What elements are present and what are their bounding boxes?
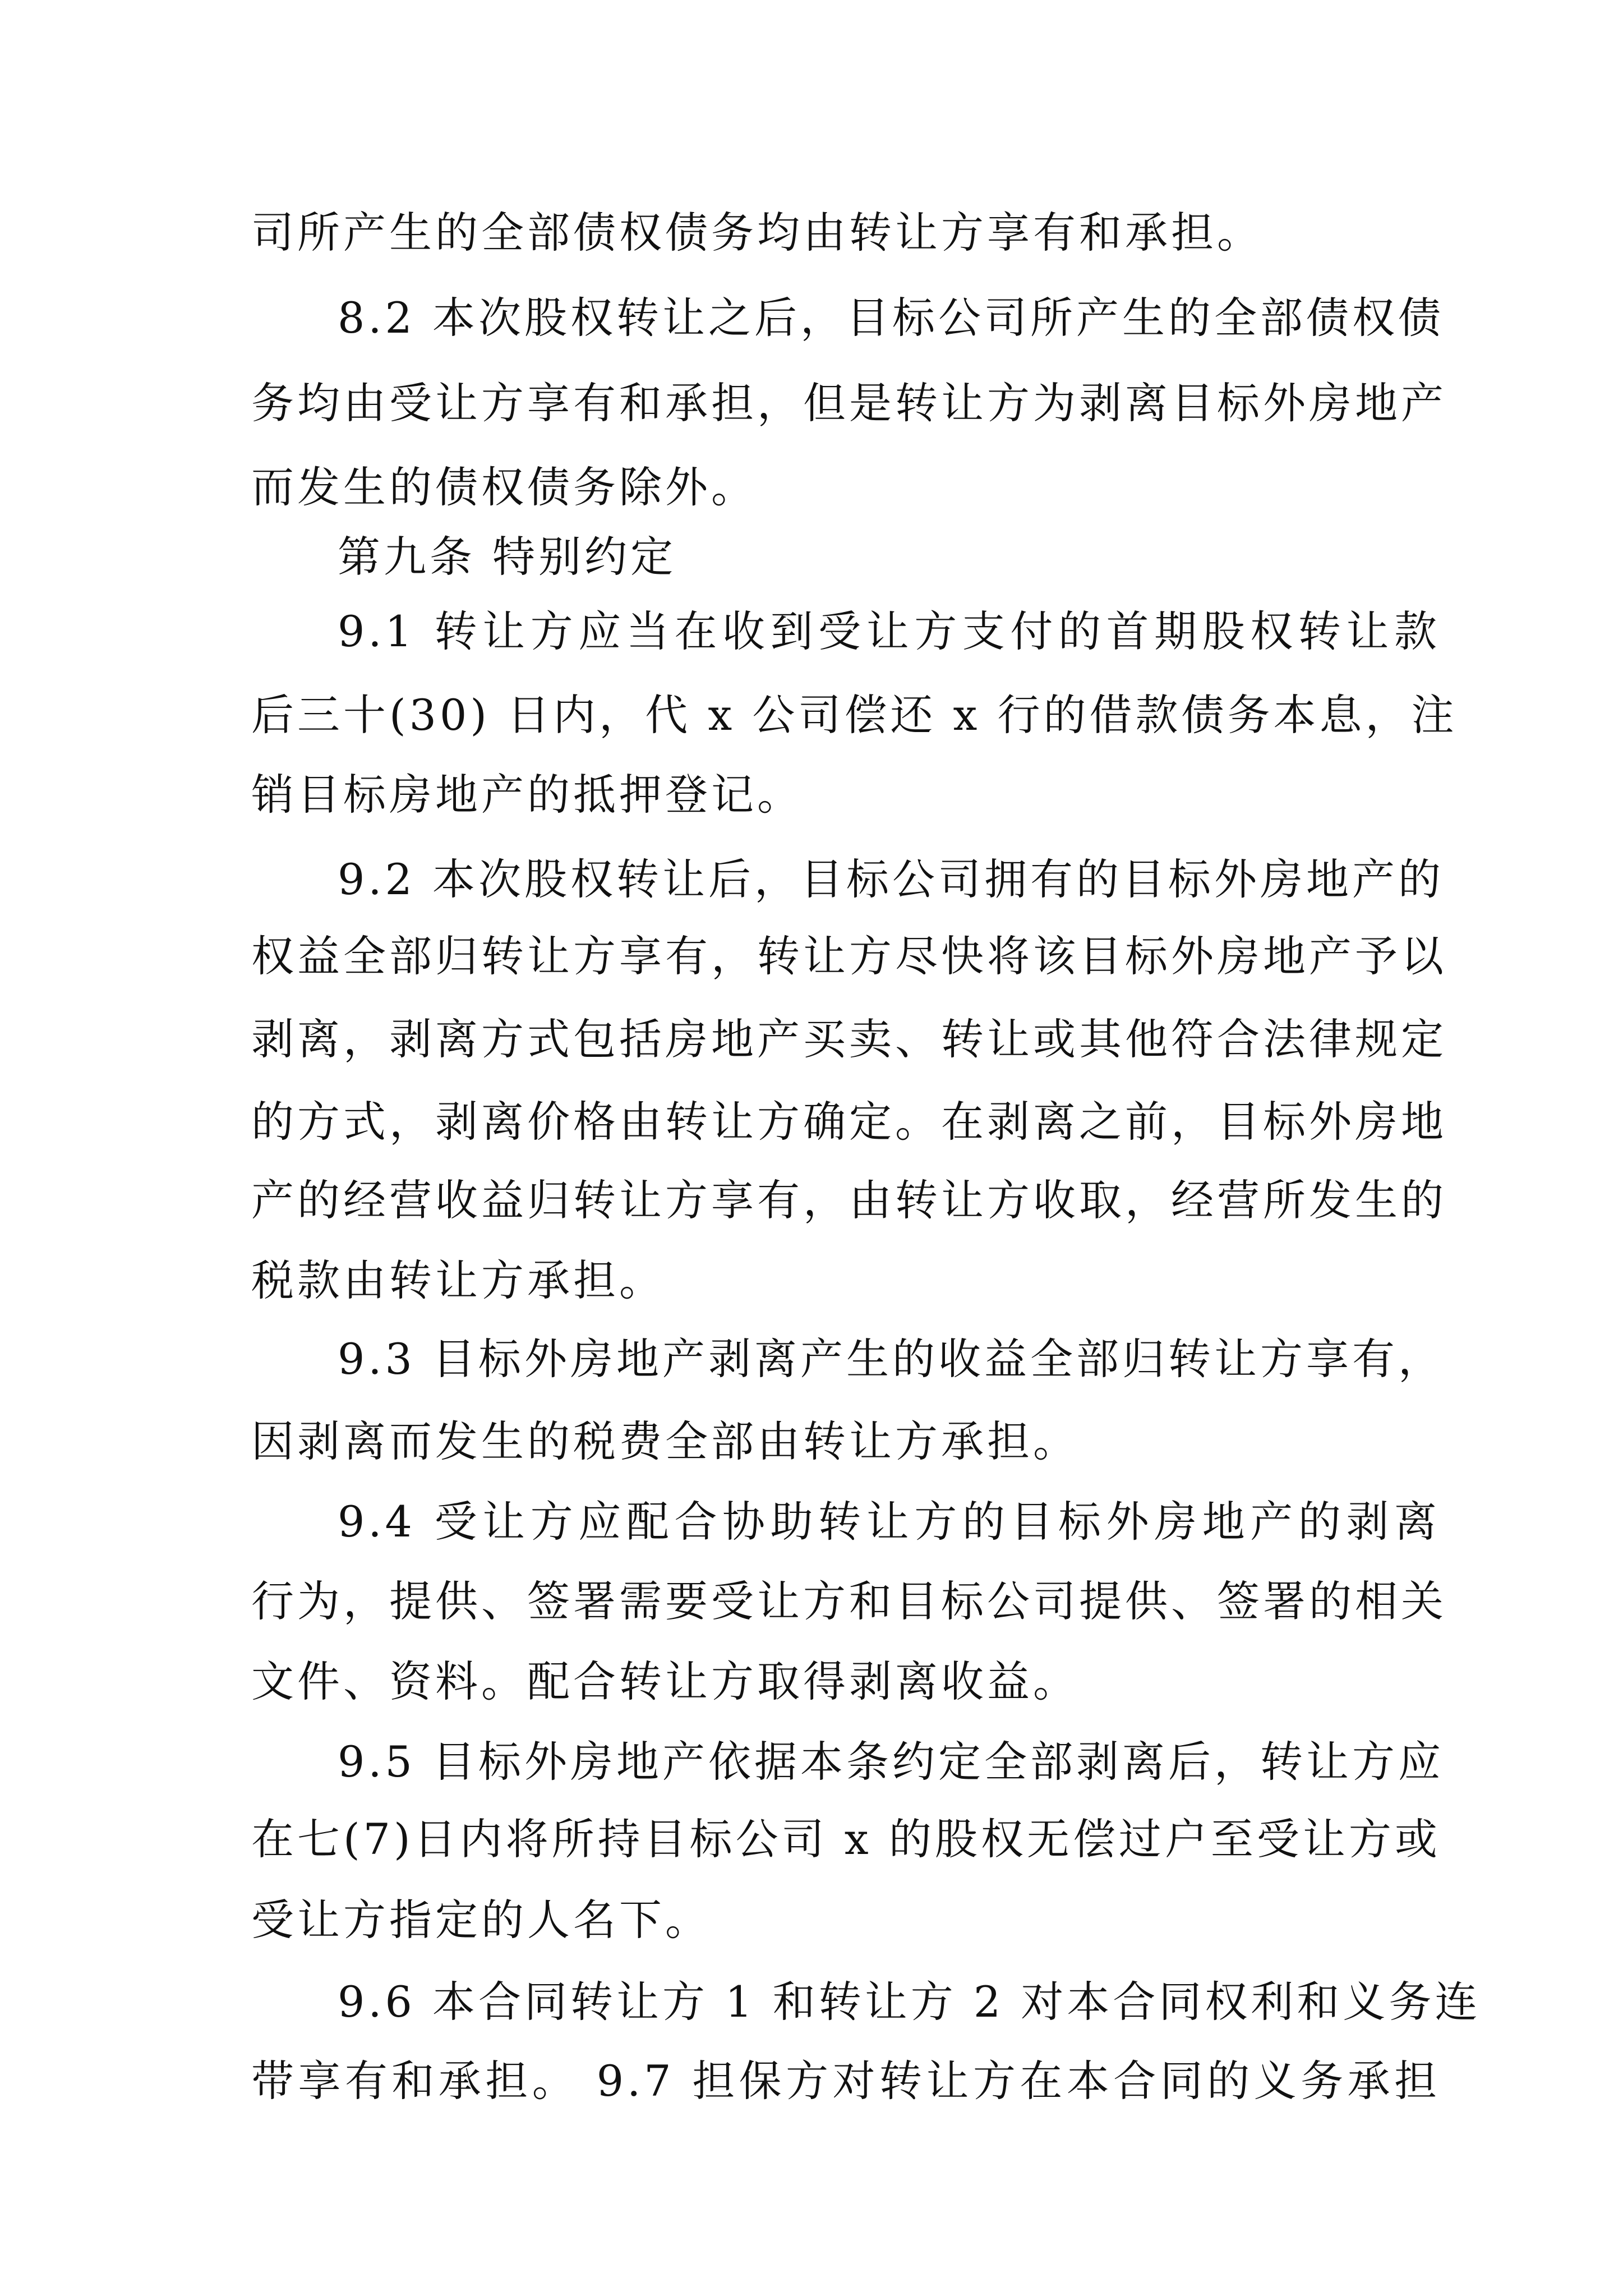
text-line: 务均由受让方享有和承担，但是转让方为剥离目标外房地产	[251, 378, 1447, 428]
text-line: 9.1 转让方应当在收到受让方支付的首期股权转让款	[338, 606, 1440, 656]
text-line: 司所产生的全部债权债务均由转让方享有和承担。	[251, 208, 1263, 257]
text-line: 产的经营收益归转让方享有，由转让方收取，经营所发生的	[251, 1175, 1447, 1225]
text-line: 行为，提供、签署需要受让方和目标公司提供、签署的相关	[251, 1576, 1447, 1626]
text-line: 9.2 本次股权转让后，目标公司拥有的目标外房地产的	[338, 854, 1445, 904]
text-line: 9.6 本合同转让方 1 和转让方 2 对本合同权利和义务连	[338, 1977, 1481, 2027]
text-line: 9.4 受让方应配合协助转让方的目标外房地产的剥离	[338, 1497, 1440, 1547]
text-line: 受让方指定的人名下。	[251, 1895, 711, 1945]
text-line: 在七(7)日内将所持目标公司 x 的股权无偿过户至受让方或	[251, 1814, 1441, 1864]
text-line: 8.2 本次股权转让之后，目标公司所产生的全部债权债	[338, 293, 1445, 343]
text-line: 9.3 目标外房地产剥离产生的收益全部归转让方享有，	[338, 1334, 1445, 1384]
text-line: 的方式，剥离价格由转让方确定。在剥离之前，目标外房地	[251, 1097, 1447, 1147]
text-line: 而发生的债权债务除外。	[251, 462, 757, 512]
text-line: 文件、资料。配合转让方取得剥离收益。	[251, 1657, 1079, 1706]
text-line: 权益全部归转让方享有，转让方尽快将该目标外房地产予以	[251, 931, 1447, 981]
text-line: 因剥离而发生的税费全部由转让方承担。	[251, 1416, 1079, 1466]
text-line: 销目标房地产的抵押登记。	[251, 770, 803, 820]
section-heading: 第九条 特别约定	[338, 532, 677, 582]
text-line: 税款由转让方承担。	[251, 1255, 665, 1305]
text-line: 带享有和承担。 9.7 担保方对转让方在本合同的义务承担	[251, 2056, 1440, 2106]
text-line: 后三十(30) 日内，代 x 公司偿还 x 行的借款债务本息，注	[251, 690, 1458, 740]
text-line: 9.5 目标外房地产依据本条约定全部剥离后，转让方应	[338, 1737, 1445, 1787]
text-line: 剥离，剥离方式包括房地产买卖、转让或其他符合法律规定	[251, 1014, 1447, 1064]
